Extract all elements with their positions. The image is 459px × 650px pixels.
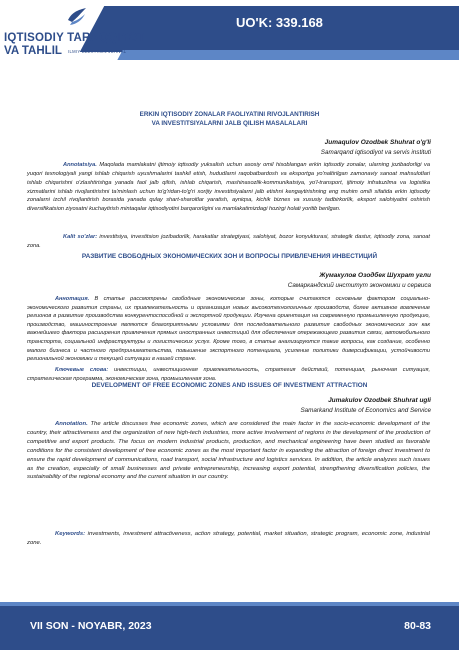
ru-keywords [27,366,430,383]
page-range: 80-83 [404,620,431,632]
journal-footer [0,606,459,650]
header-accent-stripe [117,50,459,60]
en-keywords [27,530,430,548]
uz-annotation [27,161,430,214]
journal-header [0,0,459,80]
ru-annotation-label: Аннотация. [55,296,90,302]
journal-logo-line2: VA TAHLIL [4,45,62,57]
en-affiliation: Samarkand Institute of Economics and Service [300,407,431,414]
uz-author: Jumaqulov Ozodbek Shuhrat o'g'li [324,139,431,146]
ru-affiliation: Самаркандский институт экономики и сервиса [287,282,431,289]
uz-keywords [27,233,430,251]
en-title: DEVELOPMENT OF FREE ECONOMIC ZONES AND ISSUES OF INVESTMENT ATTRACTION [91,382,368,389]
ru-title: РАЗВИТИЕ СВОБОДНЫХ ЭКОНОМИЧЕСКИХ ЗОН И ВОПРОСЫ ПРИВЛЕЧЕНИЯ ИНВЕСТИЦИЙ [81,253,378,260]
uz-annotation-text: Maqolada mamlakatni ijtimoiy iqtisodiy yuksalish uchun asosiy omil hisoblangan erkin iqtisodiy zonalar, ularning jozibadorligi va yuqori texnologiyali yangi ishlab chiqarish uyushmalarini tashkil etish, hududlarni raqobatbardosh va eksportga yo'naltirilgan zamonaviy sanoat mahsulotlari ishlab chiqarishni o'zlashtirishga yanada faol jalb qilish, ishlab chiqarish, mashinasozlik-kommunikatsiya, yo'l-transport, ijtimoiy infratuzilma va logistika xizmatlarini ishlab rivojlantirishni ta'minlash uchun to'g'ridan-to'g'ri xorijiy investitsiyalarni jalb etishni kengaytirishning eng muhim omili sifatida erkin iqtisodiy zonalarni izchil rivojlantirish borasida yanada qulay shart-sharoitlar yaratish, ayniqsa, kichik biznes va xususiy tadbirkorlik, eksport salohiyatini oshirish diversifikatsion ziyosatni kuchaytirish mintaqalar iqtisodiyotini barqarorligini va mamlakatimizdagi hozirgi holati yoritib berilgan. [27,162,430,213]
en-keywords-text: investments, investment attractiveness, action strategy, potential, market situation, strategic program, economic zone, industrial zone. [27,531,430,546]
issue-label: VII SON - NOYABR, 2023 [30,620,152,632]
ru-keywords-label: Ключевые слова: [55,367,109,373]
journal-logo-subtitle: ILMIY ELEKTRON JURNAL [68,49,127,54]
uz-affiliation: Samarqand iqtisodiyot va servis instituti [320,149,431,156]
ru-annotation-text: В статье рассмотрены свободные экономические зоны, которые считаются основным фактором социально-экономического развития страны, их привлекательность и организация новых высокотехнологичных производств, более активное вовлечение регионов в развитие производства конкурентоспособной и экспортной продукции. Изучена ориентация на современную промышленную продукцию, производство, машиностроение являются благоприятными условиями для последовательного развития свободных экономических зон как важнейшего фактора расширения привлечения прямых иностранных инвестиций для обеспечения опережающего развития связи, автомобильного транспорта, социальной инфраструктуры и логистических услуг. Кроме того, в статье анализируются такие вопросы, как создание, особенно малого бизнеса и частного предпринимательства, повышение экспортного потенциала, усиление политики диверсификации, устойчивости региональной экономики и текущей ситуации в нашей стране. [27,296,430,363]
uz-title-line2: VA INVESTITSIYALARNI JALB QILISH MASALALARI [151,120,308,127]
en-annotation-text: The article discusses free economic zones, which are considered the main factor in the socio-economic development of the country, their attractiveness and the organization of new high-tech industries, more active involvement of regions in the development of the production of competitive and export products. The focus on modern industrial products, production, and mechanical engineering have been studied as favorable conditions for the consistent development of free economic zones as the most important factor in expanding the attraction of foreign direct investment to ensure the rapid development of communications, road transport, social infrastructure and logistics services. In addition, the article analyzes such issues as the creation, especially of small businesses and private entrepreneurship, increasing export potential, strengthening diversification policies, the sustainability of the regional economy and the current situation in our country. [27,421,430,481]
en-author: Jumakulov Ozodbek Shuhrat ugli [328,397,431,404]
udk-code: UO'K: 339.168 [236,15,323,30]
ru-keywords-text: инвестиции, инвестиционная привлекательность, стратегия действий, потенциал, рыночная ситуация, стратегическая программа, экономическая зона, промышленная зона. [27,367,430,382]
uz-keywords-label: Kalit so'zlar: [63,234,98,240]
en-annotation-label: Annotation. [55,421,88,427]
uz-keywords-text: investitsiya, investitsion jozibadorlik, harakatlar strategiyasi, salohiyat, bozor konyukturasi, strategik dastur, iqtisodiy zona, sanoat zona. [27,234,431,249]
footer-accent-stripe [0,602,459,606]
uz-title-line1: ERKIN IQTISODIY ZONALAR FAOLIYATINI RIVOJLANTIRISH [139,111,320,118]
ru-annotation [27,295,430,364]
ru-author: Жумакулов Озодбек Шухрат угли [319,272,431,279]
journal-logo-line1: IQTISODIY TARAQQIYOT [4,32,145,44]
uz-annotation-label: Annotatsiya. [63,162,97,168]
bird-logo-icon [66,6,88,28]
en-keywords-label: Keywords: [55,531,86,537]
en-annotation [27,420,430,482]
